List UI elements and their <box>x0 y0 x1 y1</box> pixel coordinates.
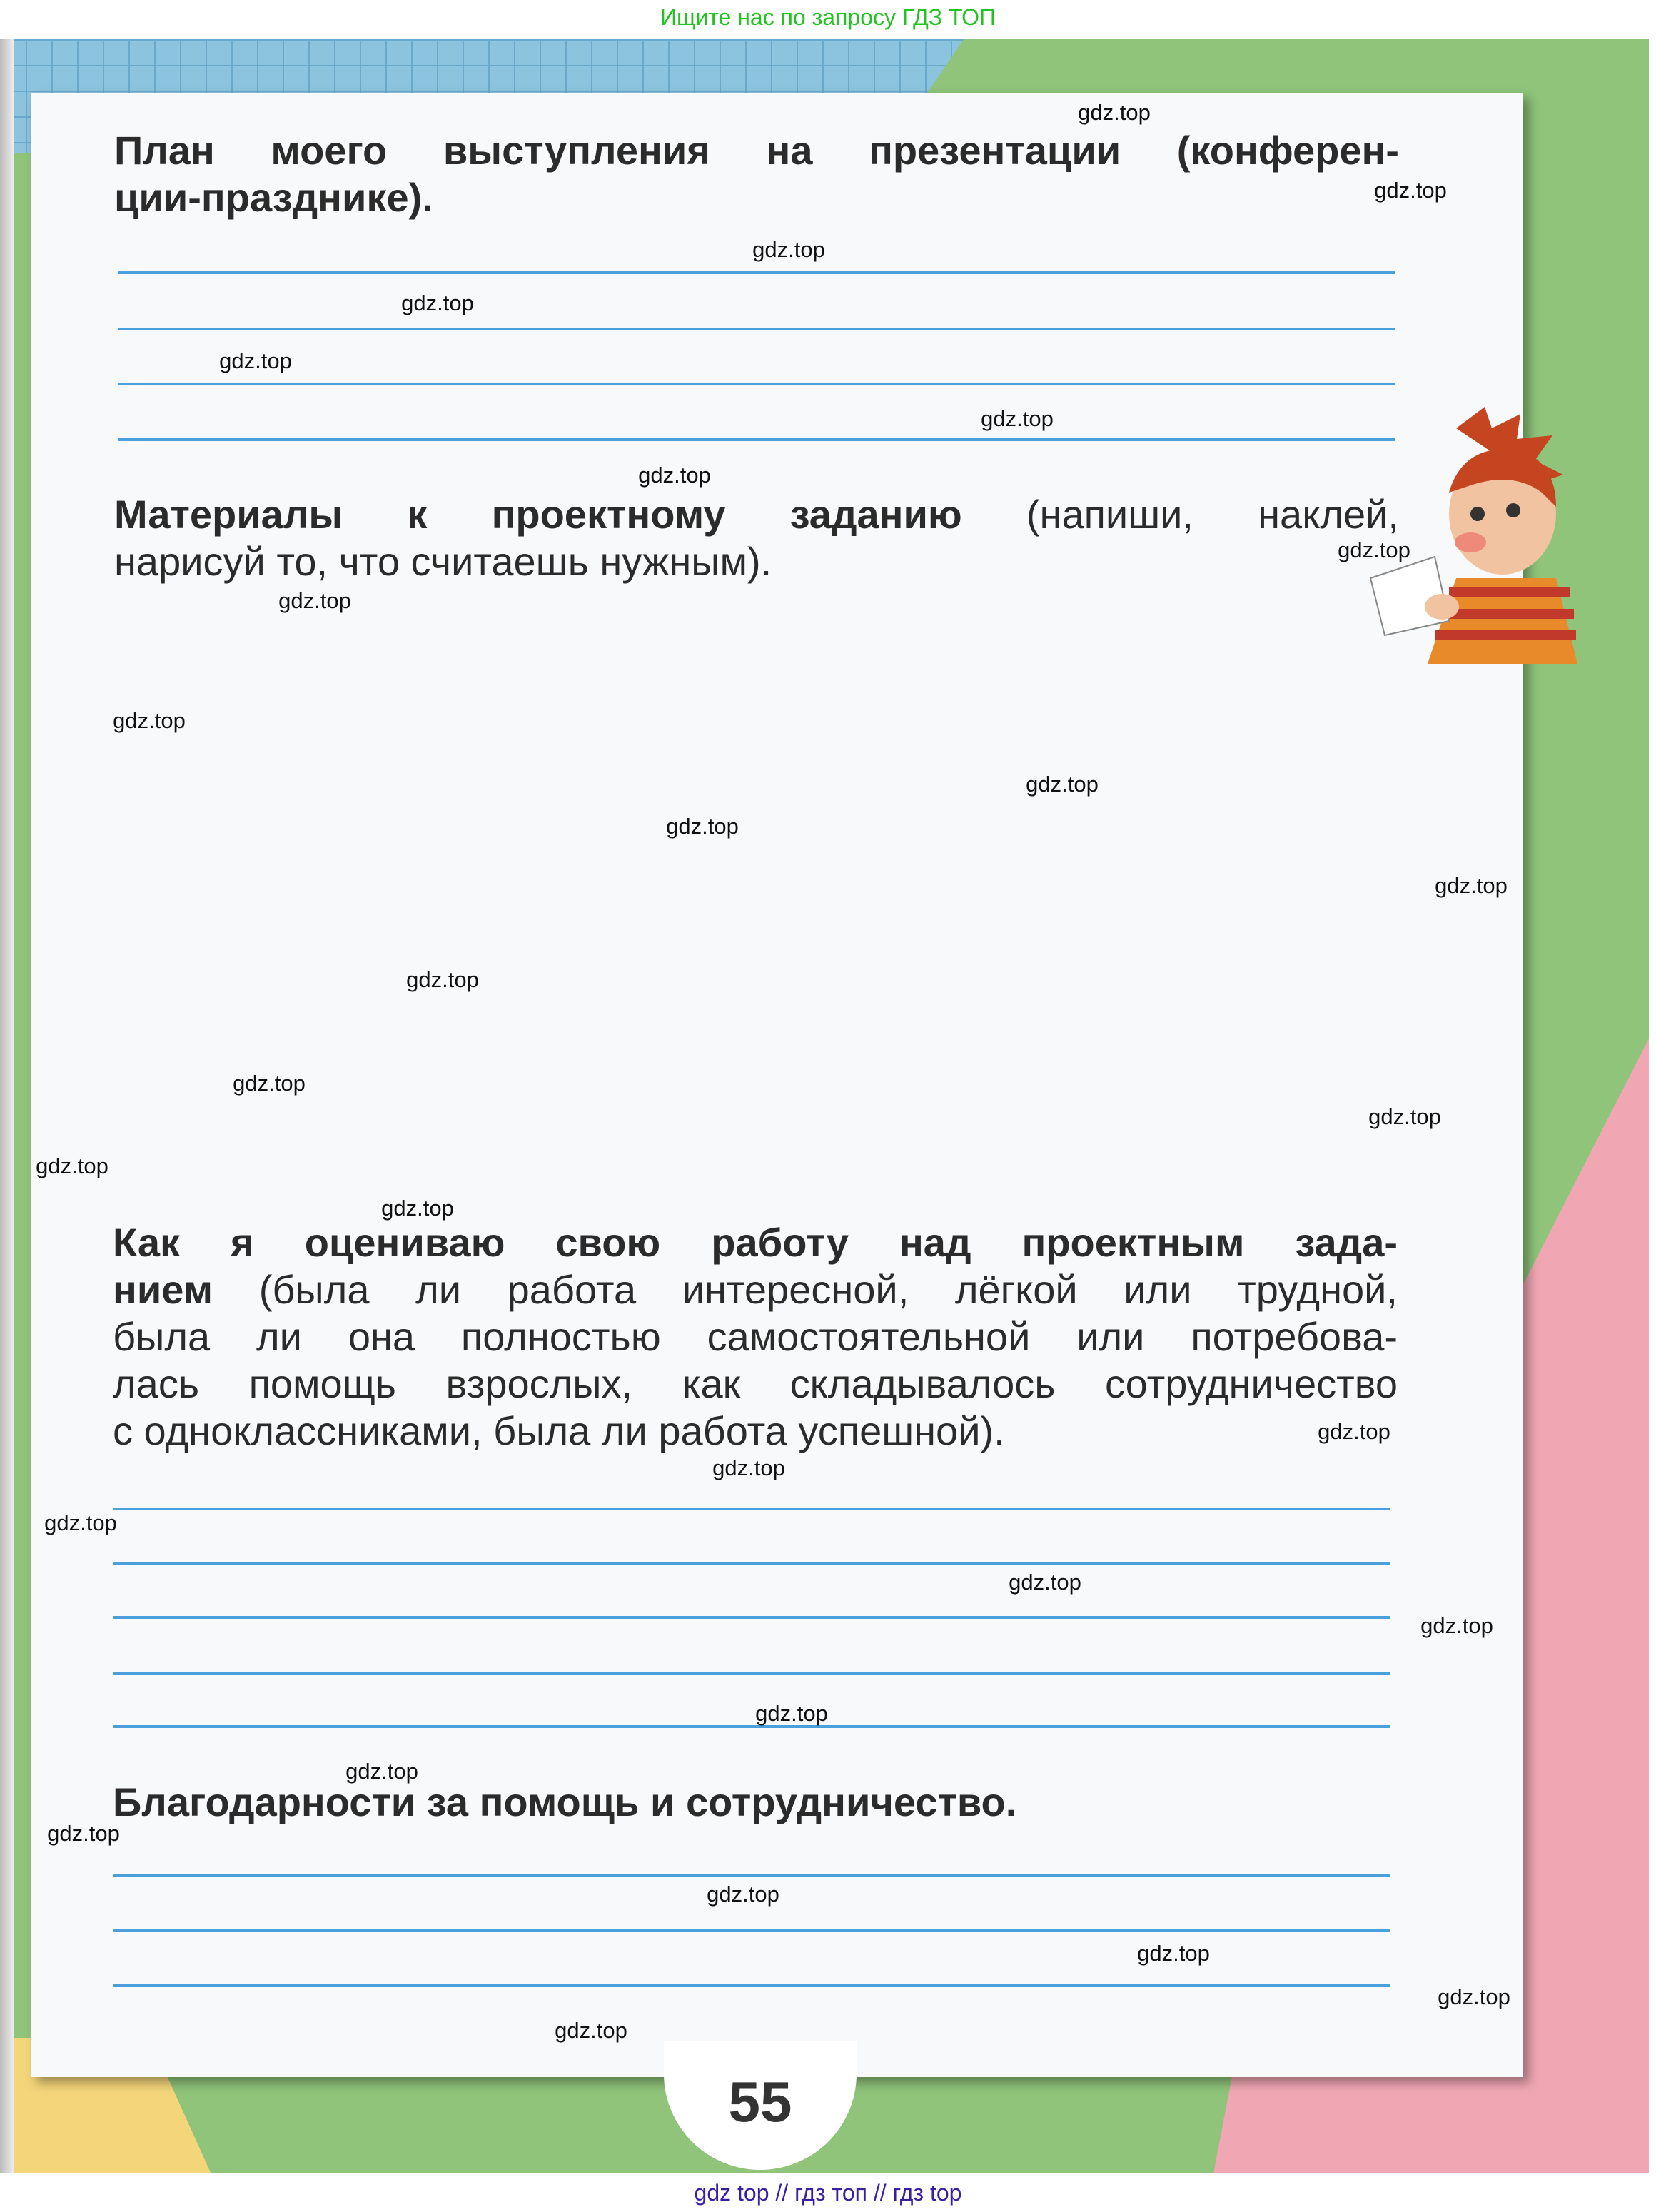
watermark-text: gdz.top <box>47 1821 120 1846</box>
materials-heading-line <box>114 491 1399 538</box>
watermark-text: gdz.top <box>666 814 739 839</box>
answer-line[interactable] <box>118 383 1395 385</box>
watermark-text: gdz.top <box>638 463 711 488</box>
watermark-text: gdz.top <box>1318 1419 1390 1444</box>
watermark-text: gdz.top <box>219 348 292 373</box>
watermark-text: gdz.top <box>1009 1570 1081 1595</box>
answer-line[interactable] <box>113 1616 1390 1619</box>
boy-illustration-icon <box>1349 407 1577 664</box>
materials-bold: Материалы к проектному заданию <box>114 492 962 537</box>
top-banner: Ищите нас по запросу ГДЗ ТОП <box>0 0 1656 39</box>
rating-heading-line: с одноклассниками, была ли работа успешной). <box>113 1408 1005 1453</box>
rating-heading-line: лась помощь взрослых, как складывалось сотрудничество <box>113 1361 1398 1406</box>
watermark-text: gdz.top <box>278 588 351 613</box>
watermark-text: gdz.top <box>1026 772 1099 797</box>
rating-heading <box>113 1219 1398 1455</box>
page-number-text: 55 <box>728 2070 792 2133</box>
watermark-text: gdz.top <box>1137 1941 1210 1966</box>
answer-line[interactable] <box>113 1874 1390 1877</box>
watermark-text: gdz.top <box>555 2018 627 2043</box>
materials-heading-line: нарисуй то, что считаешь нужным). <box>114 539 772 584</box>
rating-rest: (была ли работа интересной, лёгкой или трудной, <box>213 1267 1398 1312</box>
watermark-text: gdz.top <box>401 291 474 315</box>
watermark-text: gdz.top <box>1368 1104 1441 1129</box>
watermark-text: gdz.top <box>1078 100 1151 125</box>
watermark-text: gdz.top <box>981 406 1054 431</box>
rating-bold: нием <box>113 1267 213 1312</box>
rating-heading-line: Как я оцениваю свою работу над проектным зада- <box>113 1220 1398 1265</box>
watermark-text: gdz.top <box>1420 1613 1493 1638</box>
thanks-heading-line: Благодарности за помощь и сотрудничество. <box>113 1779 1017 1824</box>
rating-heading-line: была ли она полностью самостоятельной или потребова- <box>113 1314 1398 1359</box>
watermark-text: gdz.top <box>406 967 479 992</box>
watermark-text: gdz.top <box>381 1196 454 1221</box>
watermark-text: gdz.top <box>1435 873 1508 898</box>
plan-heading <box>114 127 1399 221</box>
watermark-text: gdz.top <box>752 237 825 262</box>
answer-line[interactable] <box>113 1929 1390 1932</box>
watermark-text: gdz.top <box>712 1455 785 1480</box>
watermark-text: gdz.top <box>755 1701 828 1726</box>
materials-rest: (напиши, наклей, <box>961 492 1399 537</box>
answer-line[interactable] <box>118 271 1395 274</box>
materials-heading <box>114 491 1399 585</box>
watermark-text: gdz.top <box>113 708 186 733</box>
watermark-text: gdz.top <box>44 1510 117 1535</box>
watermark-text: gdz.top <box>233 1071 306 1096</box>
page-edge <box>0 39 14 2173</box>
plan-heading-line: ции-празднике). <box>114 175 433 220</box>
plan-heading-line: План моего выступления на презентации (конферен- <box>114 128 1399 173</box>
answer-line[interactable] <box>113 1508 1390 1510</box>
watermark-text: gdz.top <box>1438 1984 1510 2009</box>
thanks-heading <box>113 1779 1398 1826</box>
watermark-text: gdz.top <box>1338 537 1410 562</box>
watermark-text: gdz.top <box>707 1882 779 1907</box>
answer-line[interactable] <box>113 1562 1390 1565</box>
watermark-text: gdz.top <box>36 1153 108 1178</box>
answer-line[interactable] <box>118 328 1395 330</box>
answer-line[interactable] <box>113 1672 1390 1675</box>
watermark-text: gdz.top <box>1374 178 1447 203</box>
footer-banner: gdz top // гдз топ // гдз top <box>0 2173 1656 2212</box>
answer-line[interactable] <box>118 438 1395 441</box>
answer-line[interactable] <box>113 1984 1390 1987</box>
answer-line[interactable] <box>113 1725 1390 1728</box>
rating-heading-line <box>113 1266 1398 1313</box>
watermark-text: gdz.top <box>345 1759 418 1784</box>
